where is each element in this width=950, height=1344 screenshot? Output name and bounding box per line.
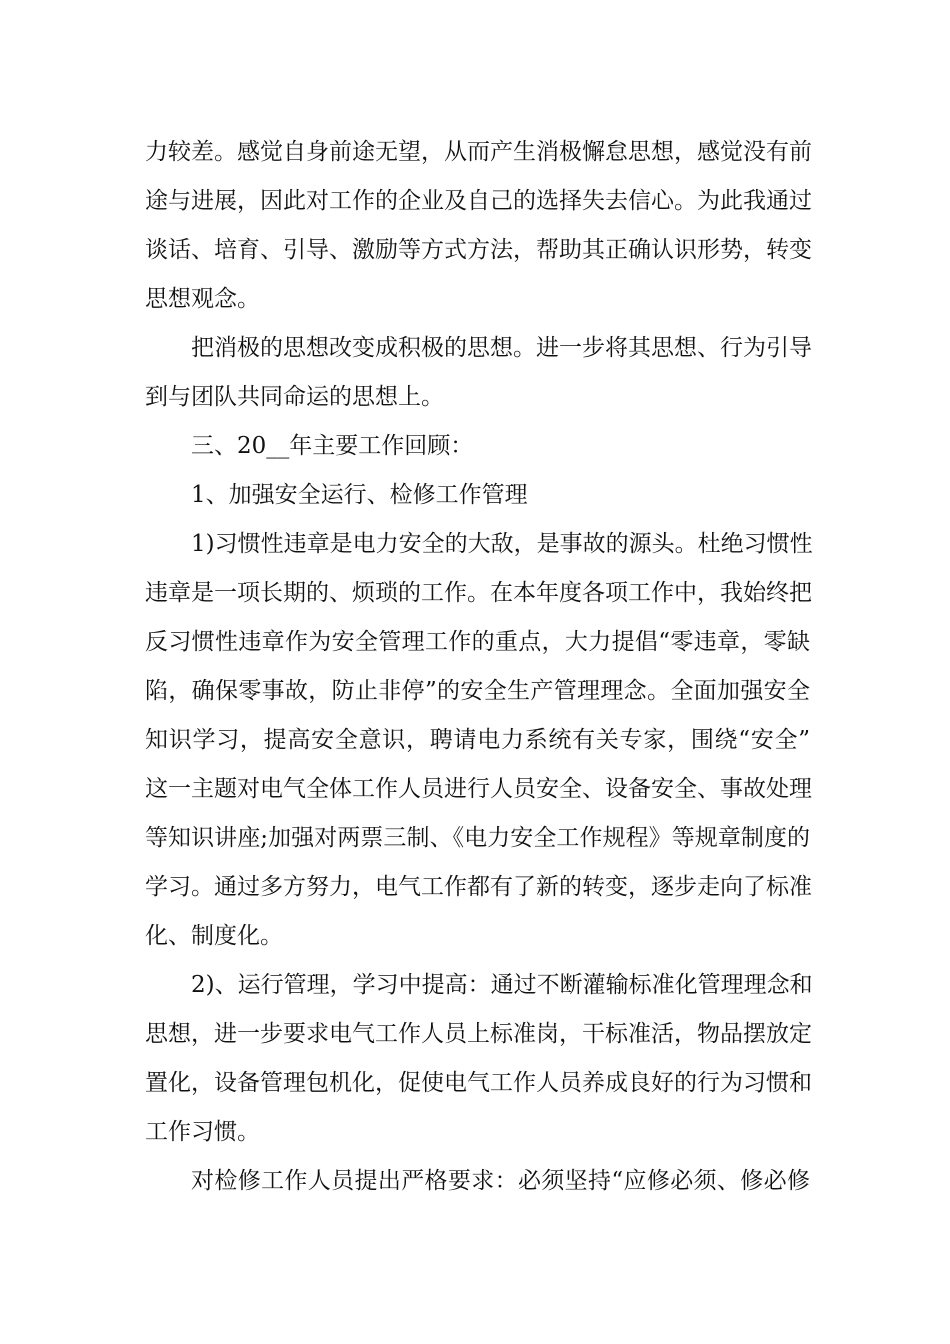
subsection-heading — [145, 471, 810, 520]
text-line: 知识学习，提高安全意识，聘请电力系统有关专家，围绕“安全” — [145, 727, 810, 753]
text-line: 违章是一项长期的、烦琐的工作。在本年度各项工作中，我始终把 — [145, 580, 812, 606]
paragraph-4 — [145, 961, 813, 1157]
paragraph-1 — [145, 128, 810, 324]
text-line: 等知识讲座;加强对两票三制、《电力安全工作规程》等规章制度的 — [145, 825, 810, 851]
text-line: 1)习惯性违章是电力安全的大敌，是事故的源头。杜绝习惯性 — [191, 531, 813, 557]
text-line: 化、制度化。 — [145, 923, 283, 949]
text-line: 途与进展，因此对工作的企业及自己的选择失去信心。为此我通过 — [145, 188, 812, 214]
text-line: 思想，进一步要求电气工作人员上标准岗，干标准活，物品摆放定 — [145, 1021, 812, 1047]
section-heading — [145, 422, 810, 471]
text-line: 力较差。感觉自身前途无望，从而产生消极懈怠思想，感觉没有前 — [145, 139, 812, 165]
paragraph-2 — [145, 324, 810, 422]
paragraph-3 — [145, 520, 813, 961]
text-line: 工作习惯。 — [145, 1119, 260, 1145]
text-line: 思想观念。 — [145, 286, 260, 312]
subsection-heading-text: 1、加强安全运行、检修工作管理 — [191, 482, 528, 508]
text-line: 对检修工作人员提出严格要求：必须坚持“应修必须、修必修 — [191, 1168, 810, 1194]
text-line: 把消极的思想改变成积极的思想。进一步将其思想、行为引导 — [191, 335, 812, 361]
text-line: 学习。通过多方努力，电气工作都有了新的转变，逐步走向了标准 — [145, 874, 812, 900]
text-line: 谈话、培育、引导、激励等方式方法，帮助其正确认识形势，转变 — [145, 237, 812, 263]
text-line: 置化，设备管理包机化，促使电气工作人员养成良好的行为习惯和 — [145, 1070, 812, 1096]
text-line: 2)、运行管理，学习中提高：通过不断灌输标准化管理理念和 — [191, 972, 813, 998]
text-line: 陷，确保零事故，防止非停”的安全生产管理理念。全面加强安全 — [145, 678, 810, 704]
text-line: 反习惯性违章作为安全管理工作的重点，大力提倡“零违章，零缺 — [145, 629, 810, 655]
document-body — [145, 128, 813, 1206]
text-line: 到与团队共同命运的思想上。 — [145, 384, 444, 410]
text-line: 这一主题对电气全体工作人员进行人员安全、设备安全、事故处理 — [145, 776, 812, 802]
section-heading-text: 三、20__年主要工作回顾： — [191, 433, 474, 459]
paragraph-5 — [145, 1157, 810, 1206]
